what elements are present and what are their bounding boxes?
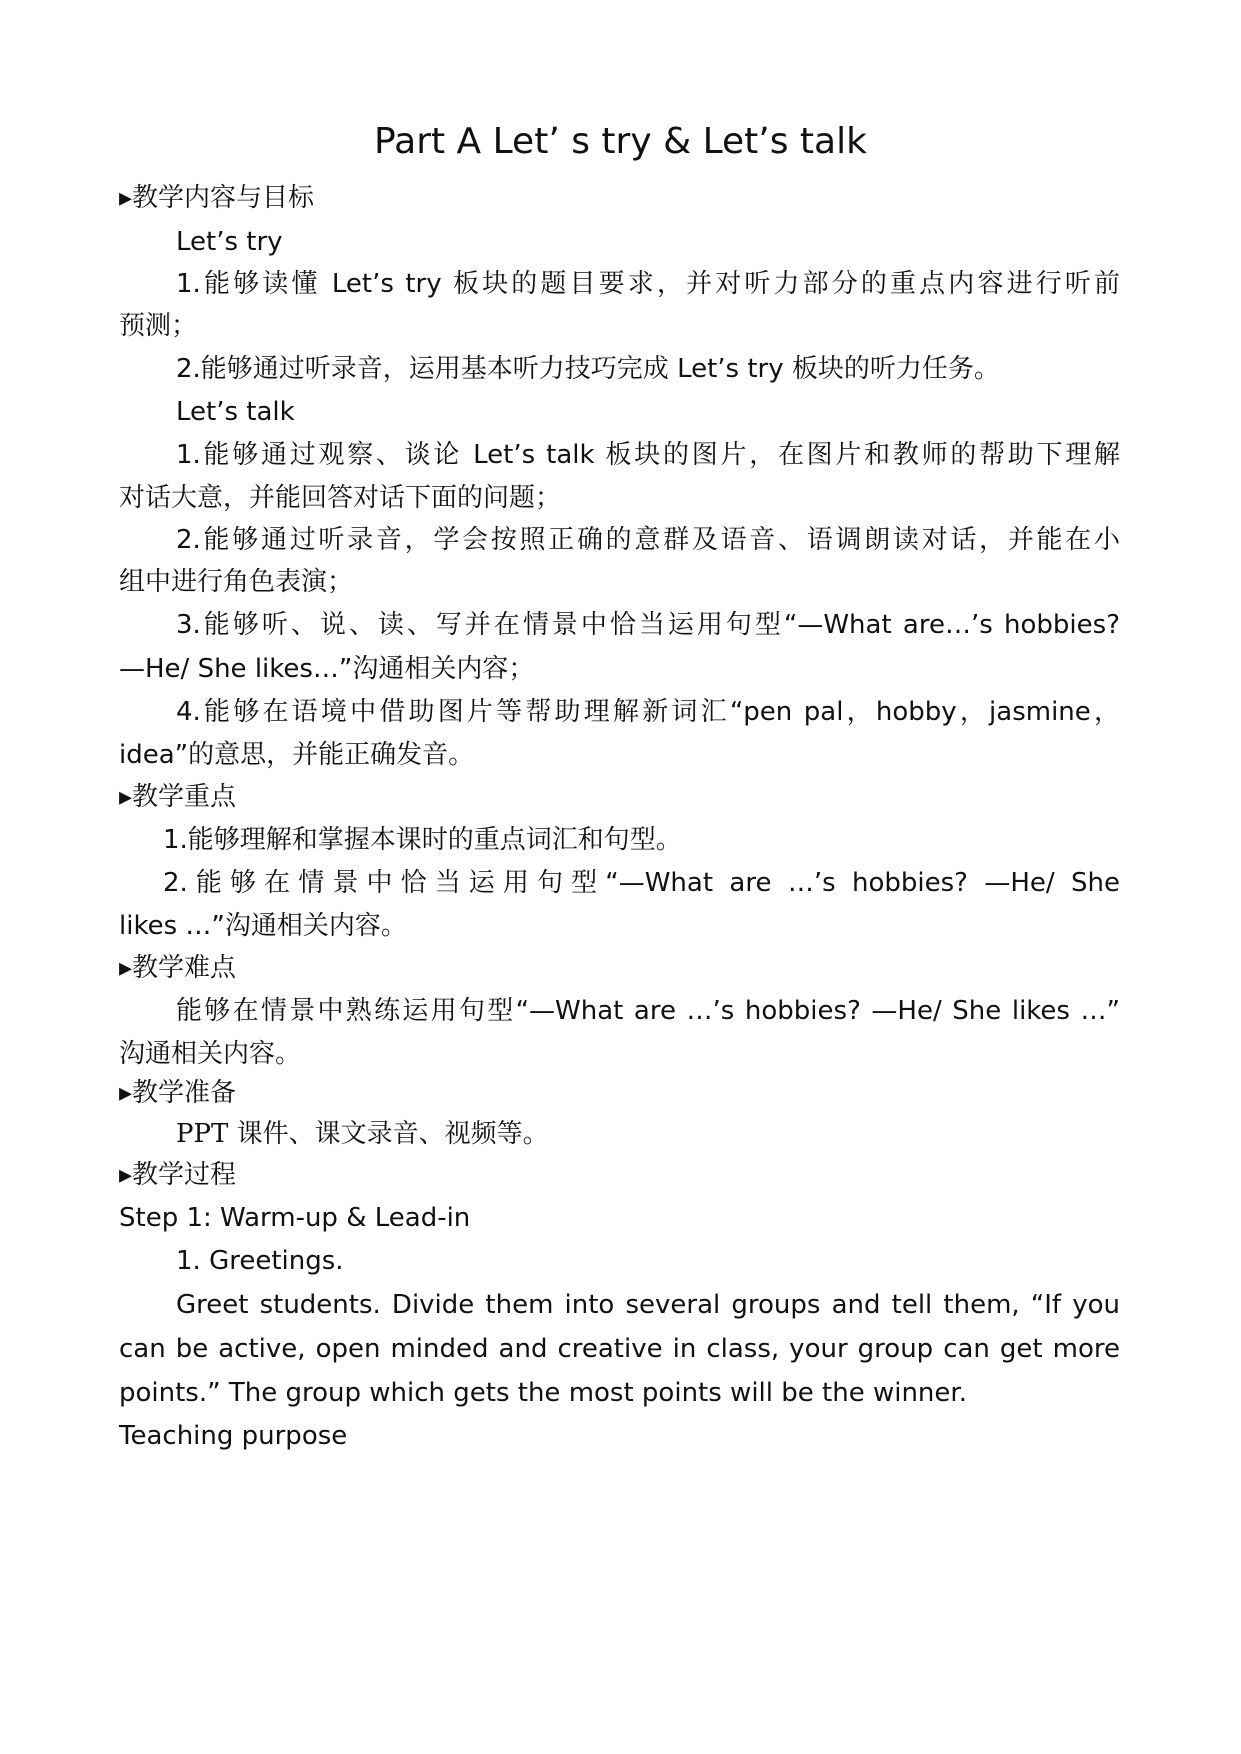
talk-item-2-line-2: 组中进行角色表演； (119, 567, 354, 597)
key-point-2-line-2: likes …”沟通相关内容。 (119, 911, 407, 941)
greet-paragraph-line-1: Greet students. Divide them into several groups and tell them, “If you (176, 1290, 1120, 1320)
process-heading: ▸教学过程 (119, 1160, 237, 1190)
talk-item-4-line-2: idea”的意思，并能正确发音。 (119, 740, 475, 770)
lets-talk-heading: Let’s talk (176, 397, 295, 427)
talk-item-1-line-2: 对话大意，并能回答对话下面的问题； (119, 483, 562, 513)
greetings-item: 1. Greetings. (176, 1246, 344, 1276)
greet-paragraph-line-2: can be active, open minded and creative in class, your group can get more (119, 1334, 1120, 1364)
talk-item-4-line-1: 4.能够在语境中借助图片等帮助理解新词汇“pen pal，hobby，jasmine， (176, 697, 1120, 727)
talk-item-3-line-2: —He/ She likes…”沟通相关内容； (119, 654, 535, 684)
key-point-2-line-1: 2.能够在情景中恰当运用句型“—What are …’s hobbies? —He/ She (163, 868, 1120, 898)
page-title: Part A Let’ s try & Let’s talk (374, 121, 867, 162)
preparation-text: PPT 课件、课文录音、视频等。 (176, 1119, 549, 1149)
difficulties-heading: ▸教学难点 (119, 953, 237, 983)
difficulty-line-1: 能够在情景中熟练运用句型“—What are …’s hobbies? —He/ She likes …” (176, 996, 1120, 1026)
step-1-heading: Step 1: Warm-up & Lead-in (119, 1203, 471, 1233)
try-item-2: 2.能够通过听录音，运用基本听力技巧完成 Let’s try 板块的听力任务。 (176, 354, 1000, 384)
lets-try-heading: Let’s try (176, 227, 283, 257)
teaching-purpose-heading: Teaching purpose (119, 1421, 348, 1451)
talk-item-3-line-1: 3.能够听、说、读、写并在情景中恰当运用句型“—What are…’s hobbies? (176, 610, 1120, 640)
try-item-1-line-1: 1.能够读懂 Let’s try 板块的题目要求，并对听力部分的重点内容进行听前 (176, 269, 1120, 299)
try-item-1-line-2: 预测； (119, 311, 198, 341)
difficulty-line-2: 沟通相关内容。 (119, 1039, 302, 1069)
talk-item-2-line-1: 2.能够通过听录音，学会按照正确的意群及语音、语调朗读对话，并能在小 (176, 525, 1120, 555)
key-point-1: 1.能够理解和掌握本课时的重点词汇和句型。 (163, 825, 682, 855)
objectives-heading: ▸教学内容与目标 (119, 183, 315, 213)
preparation-heading: ▸教学准备 (119, 1078, 237, 1108)
key-points-heading: ▸教学重点 (119, 782, 237, 812)
greet-paragraph-line-3: points.” The group which gets the most points will be the winner. (119, 1378, 967, 1408)
talk-item-1-line-1: 1.能够通过观察、谈论 Let’s talk 板块的图片，在图片和教师的帮助下理解 (176, 440, 1120, 470)
